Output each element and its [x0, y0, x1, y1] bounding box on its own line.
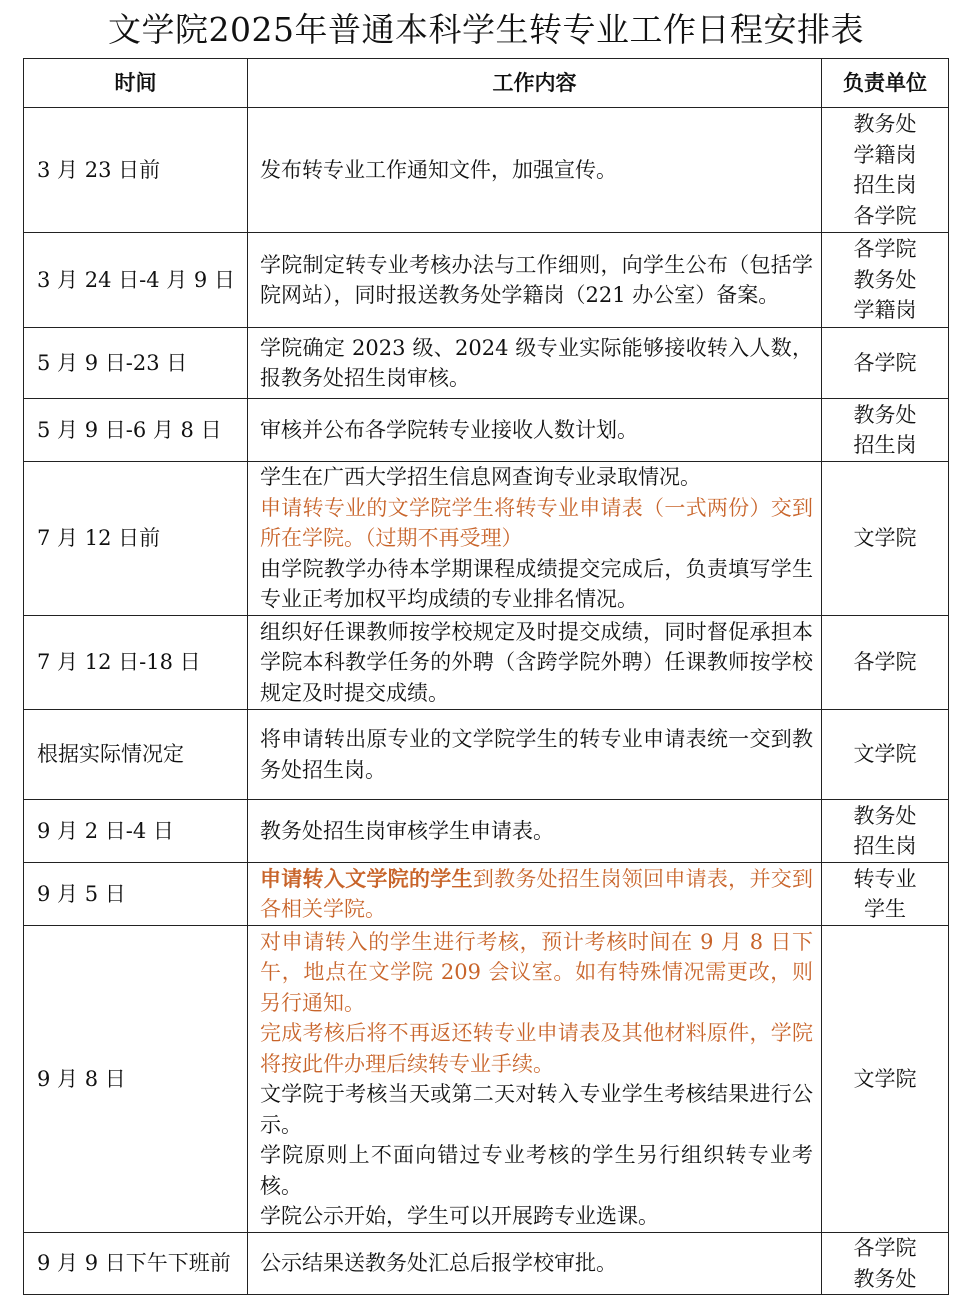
header-time: 时间 — [24, 59, 248, 108]
table-row — [24, 233, 949, 328]
table-row — [24, 108, 949, 233]
content-line-highlight: 对申请转入的学生进行考核，预计考核时间在 9 月 8 日下午，地点在文学院 209 会议室。如有特殊情况需更改，则另行通知。 — [260, 929, 813, 1015]
table-row — [24, 863, 949, 926]
row-time: 9 月 8 日 — [24, 926, 248, 1233]
content-line-highlight: 申请转专业的文学院学生将转专业申请表（一式两份）交到所在学院。（过期不再受理） — [260, 495, 813, 551]
row-unit — [822, 710, 949, 800]
row-content — [248, 462, 822, 616]
unit-line: 学生 — [864, 897, 906, 921]
row-time: 3 月 23 日前 — [24, 108, 248, 233]
row-content — [248, 800, 822, 863]
row-time: 根据实际情况定 — [24, 710, 248, 800]
content-line: 发布转专业工作通知文件，加强宣传。 — [260, 157, 617, 182]
unit-line: 文学院 — [853, 742, 917, 767]
row-time: 9 月 5 日 — [24, 863, 248, 926]
unit-line: 教务处 — [853, 803, 917, 828]
unit-line: 教务处 — [853, 402, 917, 427]
content-line: 组织好任课教师按学校规定及时提交成绩，同时督促承担本学院本科教学任务的外聘（含跨学院外聘）任课教师按学校规定及时提交成绩。 — [260, 619, 813, 705]
content-line: 学院原则上不面向错过专业考核的学生另行组织转专业考核。 — [260, 1143, 813, 1198]
content-line: 学院公示开始，学生可以开展跨专业选课。 — [260, 1204, 659, 1228]
row-time: 5 月 9 日-6 月 8 日 — [24, 399, 248, 462]
table-header-row — [24, 59, 949, 108]
table-row — [24, 800, 949, 863]
row-time: 9 月 9 日下午下班前 — [24, 1233, 248, 1295]
content-line: 文学院于考核当天或第二天对转入专业学生考核结果进行公示。 — [260, 1082, 813, 1137]
row-content — [248, 926, 822, 1233]
row-unit — [822, 1233, 949, 1295]
table-row — [24, 328, 949, 399]
content-line: 学院制定转专业考核办法与工作细则，向学生公布（包括学院网站），同时报送教务处学籍岗（221 办公室）备案。 — [260, 252, 813, 307]
row-time: 3 月 24 日-4 月 9 日 — [24, 233, 248, 328]
header-content: 工作内容 — [248, 59, 822, 108]
content-line: 教务处招生岗审核学生申请表。 — [260, 818, 554, 843]
row-unit — [822, 800, 949, 863]
unit-line: 学籍岗 — [853, 142, 917, 167]
unit-line: 招生岗 — [853, 173, 917, 197]
content-line: 将申请转出原专业的文学院学生的转专业申请表统一交到教务处招生岗。 — [260, 727, 813, 782]
table-row — [24, 616, 949, 710]
table-row — [24, 462, 949, 616]
unit-line: 各学院 — [853, 237, 917, 262]
content-text: 到教务处招生岗领回申请表，并交到各相关学院。 — [260, 866, 814, 921]
unit-line: 各学院 — [853, 1236, 917, 1260]
unit-line: 招生岗 — [853, 834, 917, 858]
row-time: 7 月 12 日-18 日 — [24, 616, 248, 710]
row-unit — [822, 926, 949, 1233]
unit-line: 各学院 — [853, 203, 917, 228]
row-unit — [822, 462, 949, 616]
row-content — [248, 328, 822, 399]
table-row — [24, 1233, 949, 1295]
row-time: 5 月 9 日-23 日 — [24, 328, 248, 399]
table-row — [24, 926, 949, 1233]
content-line: 由学院教学办待本学期课程成绩提交完成后，负责填写学生专业正考加权平均成绩的专业排名情况。 — [260, 556, 813, 612]
row-unit — [822, 863, 949, 926]
row-content — [248, 233, 822, 328]
row-unit — [822, 616, 949, 710]
content-line: 审核并公布各学院转专业接收人数计划。 — [260, 417, 638, 442]
row-content — [248, 710, 822, 800]
unit-line: 转专业 — [853, 866, 917, 891]
unit-line: 文学院 — [853, 526, 917, 551]
row-content — [248, 616, 822, 710]
table-row — [24, 710, 949, 800]
row-unit — [822, 328, 949, 399]
content-bold-text: 申请转入文学院的学生 — [260, 865, 473, 891]
table-row — [24, 399, 949, 462]
schedule-table — [23, 58, 949, 1295]
content-line: 学院确定 2023 级、2024 级专业实际能够接收转入人数，报教务处招生岗审核。 — [260, 335, 813, 390]
unit-line: 各学院 — [853, 350, 917, 375]
content-line-highlight: 完成考核后将不再返还转专业申请表及其他材料原件，学院将按此件办理后续转专业手续。 — [260, 1021, 813, 1076]
row-content — [248, 108, 822, 233]
unit-line: 各学院 — [853, 650, 917, 675]
row-unit — [822, 233, 949, 328]
row-content — [248, 1233, 822, 1295]
document-title: 文学院2025年普通本科学生转专业工作日程安排表 — [108, 10, 864, 49]
unit-line: 教务处 — [853, 112, 917, 136]
row-content — [248, 863, 822, 926]
content-line: 公示结果送教务处汇总后报学校审批。 — [260, 1251, 617, 1276]
row-unit — [822, 399, 949, 462]
row-unit — [822, 108, 949, 233]
unit-line: 学籍岗 — [853, 298, 917, 323]
unit-line: 教务处 — [853, 267, 917, 292]
unit-line: 招生岗 — [853, 433, 917, 457]
header-unit: 负责单位 — [822, 59, 949, 108]
row-time: 9 月 2 日-4 日 — [24, 800, 248, 863]
row-content — [248, 399, 822, 462]
content-line: 学生在广西大学招生信息网查询专业录取情况。 — [260, 465, 701, 490]
unit-line: 文学院 — [853, 1066, 917, 1091]
unit-line: 教务处 — [853, 1266, 917, 1291]
row-time: 7 月 12 日前 — [24, 462, 248, 616]
